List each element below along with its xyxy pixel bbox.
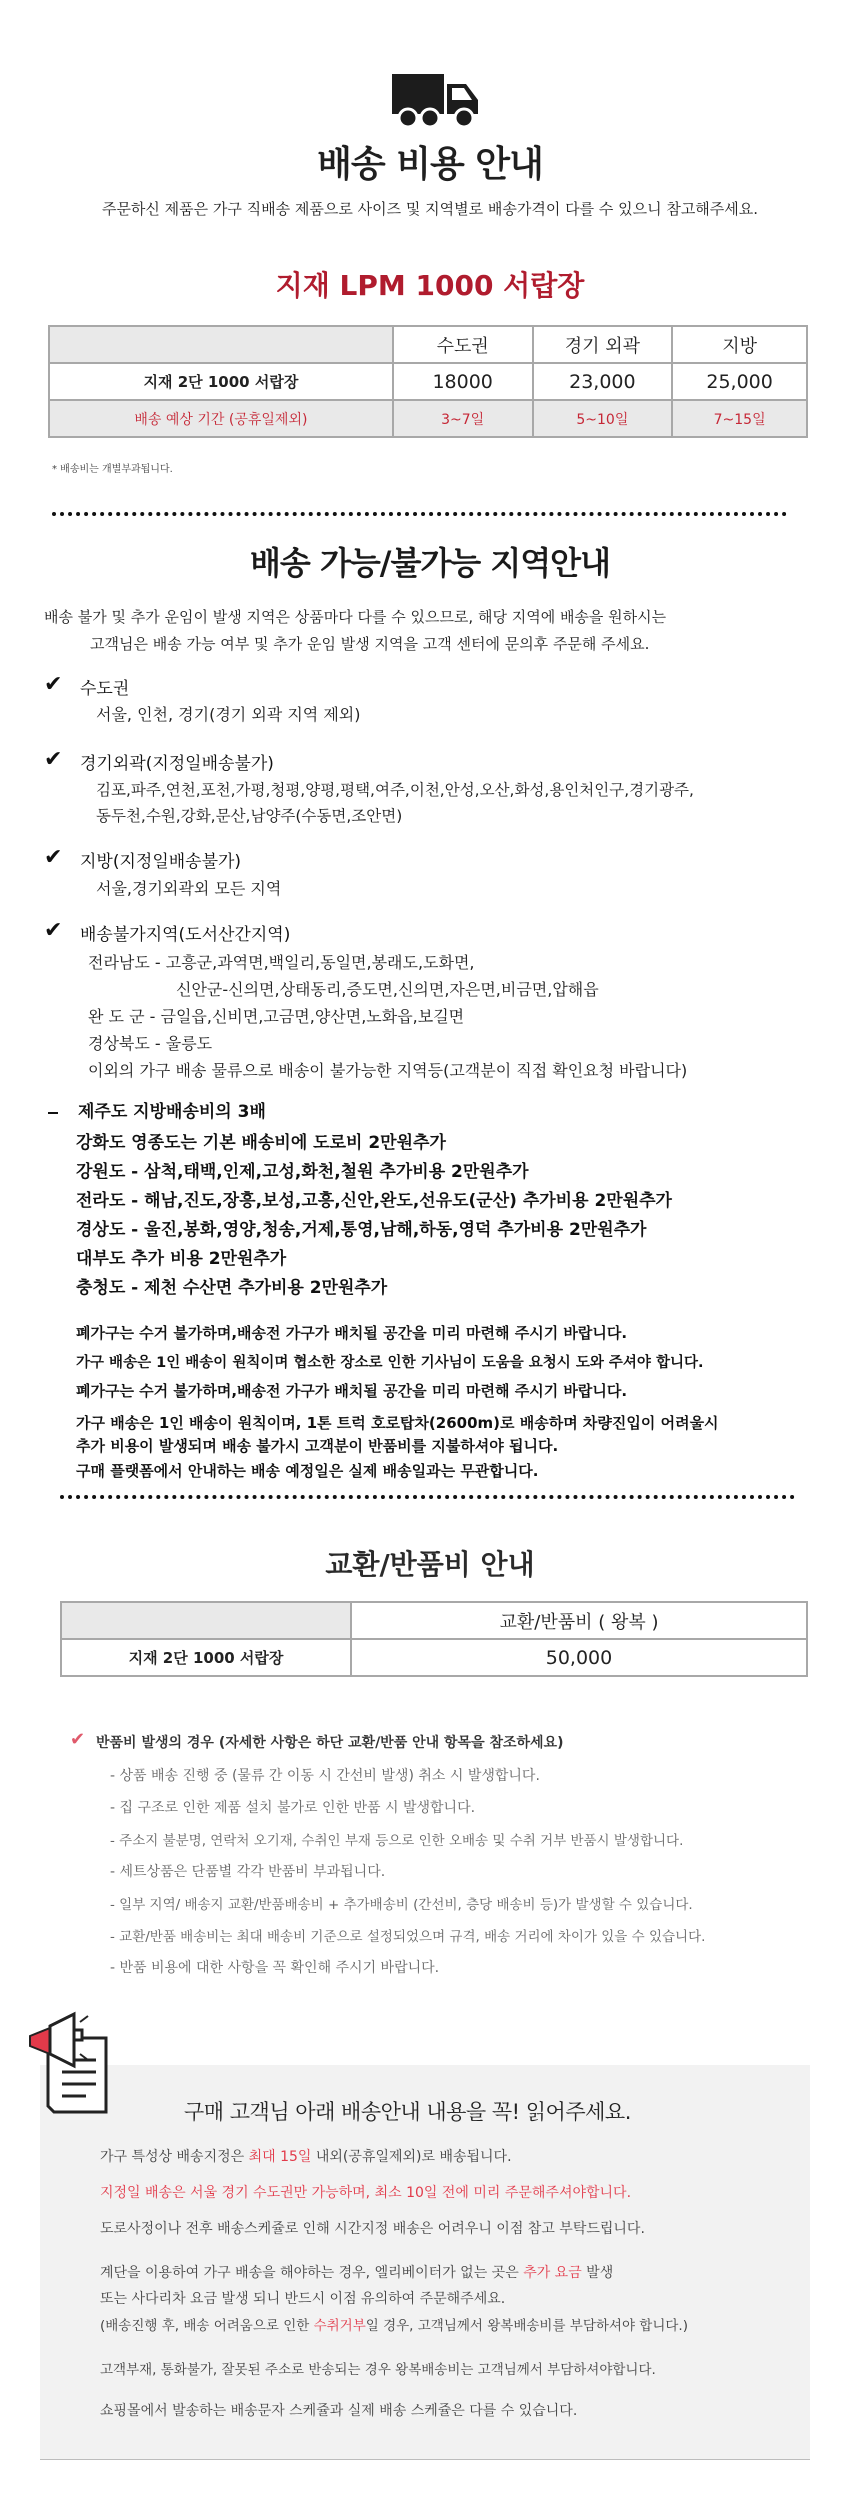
surcharge-line: 대부도 추가 비용 2만원추가: [76, 1249, 287, 1269]
return-fee-line: - 주소지 불분명, 연락처 오기재, 수취인 부재 등으로 인한 오배송 및 수취 거부 반품시 발생합니다.: [110, 1833, 684, 1849]
check-icon: ✔: [44, 747, 63, 772]
notice-text: (배송진행 후, 배송 어려움으로 인한: [100, 2318, 314, 2334]
notice-line: 도로사정이나 전후 배송스케쥴로 인해 시간지정 배송은 어려우니 이점 참고 부탁드립니다.: [100, 2221, 645, 2237]
notice-line: 추가 비용이 발생되며 배송 불가시 고객분이 반품비를 지불하셔야 됩니다.: [76, 1437, 559, 1455]
shipping-cost-table: [48, 325, 808, 438]
notice-line: 폐가구는 수거 불가하며,배송전 가구가 배치될 공간을 미리 마련해 주시기 바랍니다.: [76, 1382, 628, 1400]
return-fee-line: - 일부 지역/ 배송지 교환/반품배송비 + 추가배송비 (간선비, 층당 배송비 등)가 발생할 수 있습니다.: [110, 1897, 693, 1913]
period-label-cell: 배송 예상 기간 (공휴일제외): [49, 400, 393, 437]
notice-line: [100, 2314, 688, 2334]
table-row: [61, 1639, 807, 1676]
notice-highlight: 수취거부: [313, 2318, 366, 2334]
price-cell: 23,000: [533, 363, 673, 400]
jeju-heading: 제주도 지방배송비의 3배: [78, 1102, 266, 1122]
region-line: 완 도 군 - 금일읍,신비면,고금면,양산면,노화읍,보길면: [88, 1007, 465, 1026]
notice-line: 쇼핑몰에서 발송하는 배송문자 스케쥴과 실제 배송 스케쥴은 다를 수 있습니다.: [100, 2403, 578, 2419]
page-title: 배송 비용 안내: [317, 144, 543, 185]
product-name-cell: 지재 2단 1000 서랍장: [61, 1639, 351, 1676]
exchange-fee-table: [60, 1601, 808, 1677]
region-line: 경상북도 - 울릉도: [88, 1034, 213, 1053]
table-header-cell: 교환/반품비 ( 왕복 ): [351, 1602, 807, 1639]
region-heading: 경기외곽(지정일배송불가): [80, 754, 274, 774]
period-cell: 5~10일: [533, 400, 673, 437]
surcharge-line: 강화도 영종도는 기본 배송비에 도로비 2만원추가: [76, 1133, 446, 1153]
product-title: 지재 LPM 1000 서랍장: [275, 269, 585, 302]
return-fee-line: - 교환/반품 배송비는 최대 배송비 기준으로 설정되었으며 규격, 배송 거리에 차이가 있을 수 있습니다.: [110, 1929, 706, 1945]
region-line: 전라남도 - 고흥군,과역면,백일리,동일면,봉래도,도화면,: [88, 953, 475, 972]
period-cell: 3~7일: [393, 400, 533, 437]
return-fee-line: - 반품 비용에 대한 사항을 꼭 확인해 주시기 바랍니다.: [110, 1960, 440, 1976]
surcharge-line: 전라도 - 해남,진도,장흥,보성,고흥,신안,완도,선유도(군산) 추가비용 2만원추가: [76, 1191, 672, 1211]
area-section-intro: [44, 604, 834, 658]
region-line: 김포,파주,연천,포천,가평,청평,양평,평택,여주,이천,안성,오산,화성,용인처인구,경기광주,: [96, 781, 694, 799]
region-heading: 배송불가지역(도서산간지역): [80, 925, 291, 945]
notice-line: 구매 플랫폼에서 안내하는 배송 예정일은 실제 배송일과는 무관합니다.: [76, 1462, 539, 1480]
return-fee-line: - 세트상품은 단품별 각각 반품비 부과됩니다.: [110, 1864, 386, 1880]
return-fee-line: - 상품 배송 진행 중 (물류 간 이동 시 간선비 발생) 취소 시 발생합니다.: [110, 1768, 540, 1784]
notice-line: 또는 사다리차 요금 발생 되니 반드시 이점 유의하여 주문해주세요.: [100, 2291, 506, 2307]
megaphone-clipboard-icon: [28, 2008, 118, 2120]
table-header-cell: 수도권: [393, 326, 533, 363]
notice-line: 가구 배송은 1인 배송이 원칙이며, 1톤 트럭 호로탑차(2600m)로 배송하며 차량진입이 어려울시: [76, 1414, 719, 1432]
region-heading: 수도권: [80, 679, 130, 699]
table-row: [49, 363, 807, 400]
notice-text: 일 경우, 고객님께서 왕복배송비를 부담하셔야 합니다.): [365, 2318, 688, 2334]
check-icon: ✔: [44, 672, 63, 697]
notice-text: 발생: [581, 2265, 614, 2281]
surcharge-line: 경상도 - 울진,봉화,영양,청송,거제,통영,남해,하동,영덕 추가비용 2만원추가: [76, 1220, 647, 1240]
fee-cell: 50,000: [351, 1639, 807, 1676]
intro-line: 배송 불가 및 추가 운임이 발생 지역은 상품마다 다를 수 있으므로, 해당 지역에 배송을 원하시는: [44, 608, 667, 626]
return-fee-heading: 반품비 발생의 경우 (자세한 사항은 하단 교환/반품 안내 항목을 참조하세요): [96, 1735, 564, 1751]
surcharge-line: 충청도 - 제천 수산면 추가비용 2만원추가: [76, 1278, 388, 1298]
table-row: [49, 400, 807, 437]
notice-line: 폐가구는 수거 불가하며,배송전 가구가 배치될 공간을 미리 마련해 주시기 바랍니다.: [76, 1324, 628, 1342]
exchange-title: 교환/반품비 안내: [325, 1548, 535, 1581]
surcharge-line: 강원도 - 삼척,태백,인제,고성,화천,철원 추가비용 2만원추가: [76, 1162, 529, 1182]
dotted-divider: [60, 1495, 795, 1499]
dotted-divider: [52, 512, 787, 516]
table-header-cell: [49, 326, 393, 363]
table-header-row: [49, 326, 807, 363]
price-cell: 18000: [393, 363, 533, 400]
notice-text: 내외(공휴일제외)로 배송됩니다.: [311, 2149, 512, 2165]
check-icon: ✔: [70, 1729, 86, 1750]
notice-text: 가구 특성상 배송지정은: [100, 2149, 249, 2165]
notice-line: [100, 2262, 613, 2282]
region-line: 이외의 가구 배송 물류으로 배송이 불가능한 지역등(고객분이 직접 확인요청 바랍니다): [88, 1061, 688, 1080]
product-name-cell: 지재 2단 1000 서랍장: [49, 363, 393, 400]
region-line: 동두천,수원,강화,문산,남양주(수동면,조안면): [96, 807, 403, 825]
table-header-cell: 경기 외곽: [533, 326, 673, 363]
truck-icon: [390, 70, 482, 132]
area-section-title: 배송 가능/불가능 지역안내: [249, 544, 610, 582]
region-line: 서울, 인천, 경기(경기 외곽 지역 제외): [96, 705, 361, 724]
notice-highlight: 추가 요금: [523, 2265, 582, 2281]
notice-highlight: 최대 15일: [248, 2149, 312, 2165]
return-fee-line: - 집 구조로 인한 제품 설치 불가로 인한 반품 시 발생합니다.: [110, 1800, 476, 1816]
region-heading: 지방(지정일배송불가): [80, 852, 242, 872]
dash-marker: [48, 1112, 58, 1114]
check-icon: ✔: [44, 845, 63, 870]
notice-line: 지정일 배송은 서울 경기 수도권만 가능하며, 최소 10일 전에 미리 주문해주셔야합니다.: [100, 2185, 632, 2201]
intro-line: 고객님은 배송 가능 여부 및 추가 운임 발생 지역을 고객 센터에 문의후 주문해 주세요.: [90, 635, 650, 653]
table-header-row: [61, 1602, 807, 1639]
table-header-cell: [61, 1602, 351, 1639]
notice-line: 고객부재, 통화불가, 잘못된 주소로 반송되는 경우 왕복배송비는 고객님께서 부담하셔야합니다.: [100, 2362, 656, 2378]
notice-line: [100, 2146, 512, 2166]
period-cell: 7~15일: [672, 400, 807, 437]
intro-text: 주문하신 제품은 가구 직배송 제품으로 사이즈 및 지역별로 배송가격이 다를 수 있으니 참고해주세요.: [101, 200, 759, 218]
table-header-cell: 지방: [672, 326, 807, 363]
check-icon: ✔: [44, 918, 63, 943]
notice-text: 계단을 이용하여 가구 배송을 해야하는 경우, 엘리베이터가 없는 곳은: [100, 2265, 524, 2281]
table-note: * 배송비는 개별부과됩니다.: [52, 464, 173, 475]
notice-line: 가구 배송은 1인 배송이 원칙이며 협소한 장소로 인한 기사님이 도움을 요청시 도와 주셔야 합니다.: [76, 1355, 704, 1371]
region-line: 신안군-신의면,상태동리,증도면,신의면,자은면,비금면,압해읍: [176, 980, 599, 999]
region-line: 서울,경기외곽외 모든 지역: [96, 879, 282, 898]
price-cell: 25,000: [672, 363, 807, 400]
notice-title: 구매 고객님 아래 배송안내 내용을 꼭! 읽어주세요.: [184, 2100, 631, 2124]
